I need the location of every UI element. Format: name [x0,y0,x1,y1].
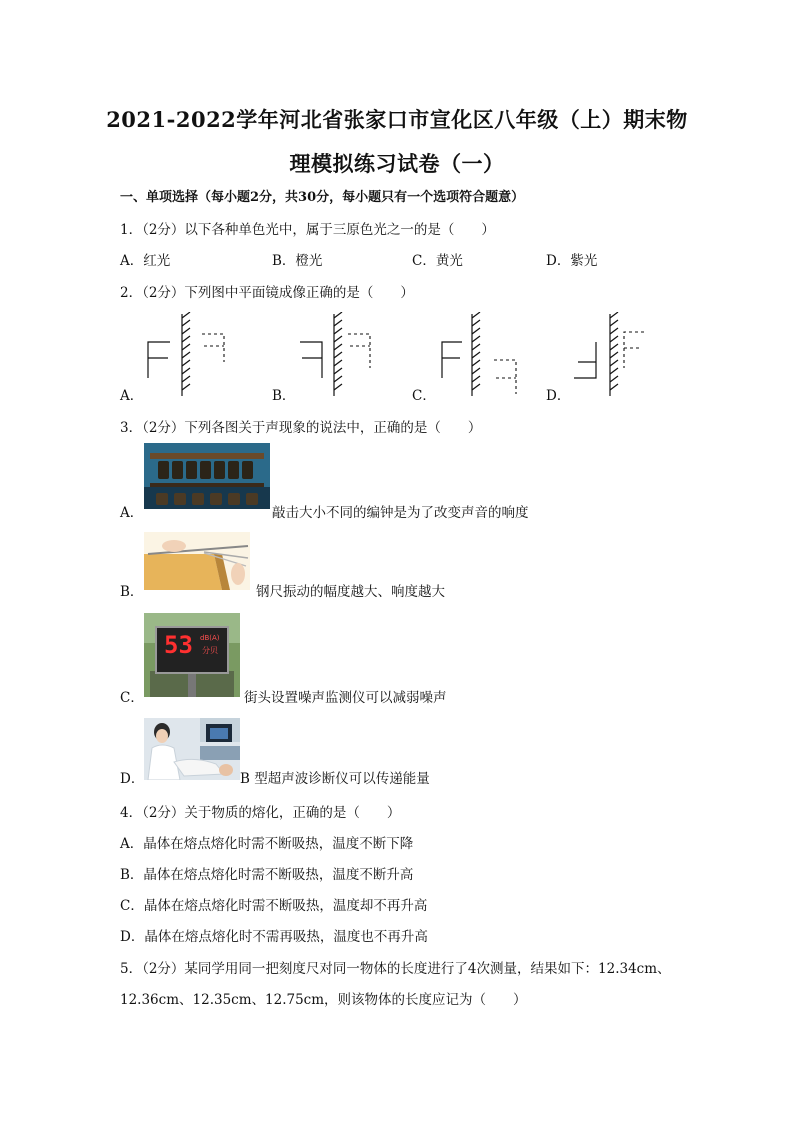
q3-option-d-letter: D． [120,771,145,787]
question-4-stem: 4．（2分）关于物质的熔化，正确的是（ ） [120,805,401,821]
q3-option-a-text: 敲击大小不同的编钟是为了改变声音的响度 [272,505,529,521]
mirror-figure-d [570,312,660,398]
q3-option-c-letter: C． [120,690,144,706]
mirror-figure-c [436,312,526,398]
noise-monitor-image [144,613,240,697]
question-3-stem: 3．（2分）下列各图关于声现象的说法中，正确的是（ ） [120,420,482,436]
mirror-figure-a [140,312,230,398]
noise-reading: 53 [164,631,193,659]
page-title-line2: 理模拟练习试卷（一） [289,151,505,176]
page-title-line1: 2021-2022学年河北省张家口市宣化区八年级（上）期末物 [106,107,688,132]
question-5-stem-line2: 12.36cm、12.35cm、12.75cm，则该物体的长度应记为（ ） [120,992,527,1008]
q2-option-c: C． [412,388,436,404]
q4-option-b: B．晶体在熔点熔化时需不断吸热，温度不断升高 [120,867,414,883]
chime-bells-image [144,443,270,509]
question-2-stem: 2．（2分）下列图中平面镜成像正确的是（ ） [120,285,414,301]
steel-ruler-image [144,532,250,590]
q2-option-d: D． [546,388,571,404]
q3-option-b-letter: B． [120,584,144,600]
q3-option-b-text: 钢尺振动的幅度越大、响度越大 [256,584,445,600]
q3-option-d-text: B 型超声波诊断仪可以传递能量 [240,771,430,787]
q2-option-a: A． [120,388,144,404]
q2-option-b: B． [272,388,296,404]
q4-option-c: C．晶体在熔点熔化时需不断吸热，温度却不再升高 [120,898,428,914]
q1-option-c: C．黄光 [412,253,463,269]
noise-reading-sub: 分贝 [202,646,218,655]
section-header: 一、单项选择（每小题2分，共30分，每小题只有一个选项符合题意） [120,190,525,205]
q3-option-c-text: 街头设置噪声监测仪可以减弱噪声 [244,690,447,706]
noise-reading-unit: dB(A) [200,634,220,642]
ultrasound-image [144,718,240,780]
question-5-stem-line1: 5．（2分）某同学用同一把刻度尺对同一物体的长度进行了4次测量，结果如下：12.34cm、 [120,961,671,977]
q1-option-a: A．红光 [120,253,171,269]
q1-option-d: D．紫光 [546,253,598,269]
question-1-stem: 1．（2分）以下各种单色光中，属于三原色光之一的是（ ） [120,222,495,238]
q1-option-b: B．橙光 [272,253,323,269]
mirror-figure-b [292,312,382,398]
q3-option-a-letter: A． [120,505,144,521]
q4-option-a: A．晶体在熔点熔化时需不断吸热，温度不断下降 [120,836,414,852]
q4-option-d: D．晶体在熔点熔化时不需再吸热，温度也不再升高 [120,929,428,945]
